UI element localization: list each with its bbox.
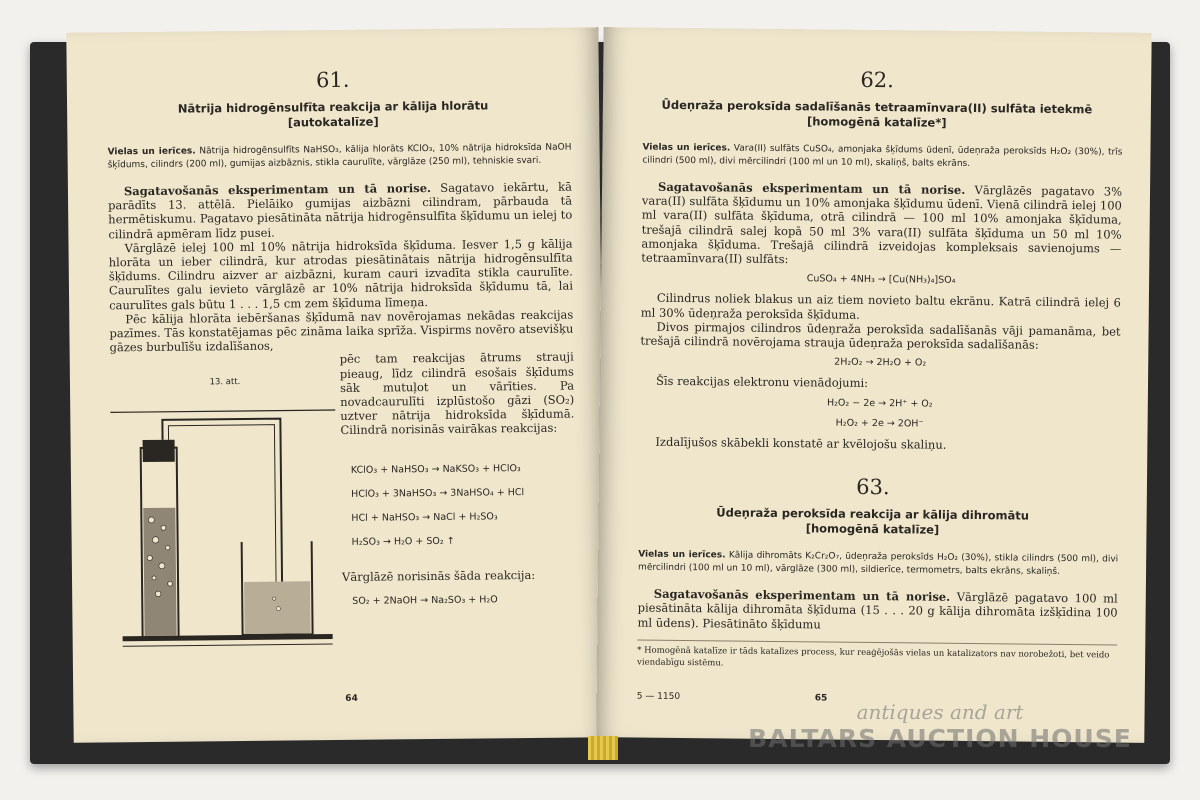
figure xyxy=(110,352,343,652)
body-text xyxy=(108,180,574,355)
materials-label: Vielas un ierīces. xyxy=(107,146,196,158)
experiment-number: 61. xyxy=(315,67,350,93)
subtitle-line: [homogēnā katalīze*] xyxy=(806,114,947,130)
paragraph xyxy=(637,587,1117,635)
paragraph: Vārglāzē ielej 100 ml 10% nātrija hidroksīda šķīduma. Iesver 1,5 g kālija hlorāta un ieber cilindrā, kur atrodas piesātinātais nātrija hidrogēnsulfīta šķīdums. Cilindru aizver ar aizbāzni, kuram cauri izvadīta stikla caurulīte. Caurulītes galu ievieto vārglāzē ar 10% nātrija hidroksīda šķīdumu tā, lai caurulītes gals būtu 1 . . . 1,5 cm zem šķīduma līmeņa. xyxy=(108,236,574,312)
equation: 2H₂O₂ → 2H₂O + O₂ xyxy=(834,356,927,369)
page-number: 64 xyxy=(345,693,358,704)
equation: KClO₃ + NaHSO₃ → NaKSO₃ + HClO₃ xyxy=(350,462,521,476)
paragraph: Cilindrus noliek blakus un aiz tiem novieto baltu ekrānu. Katrā cilindrā ielej 6 ml 30% ūdeņraža peroksīda šķīduma. xyxy=(640,291,1121,322)
title-line: Ūdeņraža peroksīda sadalīšanās tetraamīnvara(II) sulfāta ietekmē xyxy=(661,97,1093,117)
materials-text: Vara(II) sulfāts CuSO₄, amonjaka šķīdums ūdenī, ūdeņraža peroksīds H₂O₂ (30%), trīs cilindri (500 ml), divi mērcilindri (100 ml un 10 ml), skaliņš, balts ekrāns. xyxy=(642,143,1123,169)
subtitle-line: [autokatalīze] xyxy=(287,114,379,130)
printer-signature: 5 — 1150 xyxy=(636,691,681,702)
title-line: Nātrija hidrogēnsulfīta reakcija ar kālija hlorātu xyxy=(177,98,489,116)
experiment-title xyxy=(618,505,1126,540)
paragraph-text: Vārglāzē pagatavo 100 ml piesātināta kālija dihromāta šķīduma (15 . . . 20 g kālija dihromāta izšķīdina 100 ml ūdens). Piesātināto šķīdumu xyxy=(637,590,1118,632)
equation: SO₂ + 2NaOH → Na₂SO₃ + H₂O xyxy=(352,593,498,607)
figure-section xyxy=(70,350,605,612)
paragraph-text: Vārglāzēs pagatavo 3% vara(II) sulfāta šķīdumu un 10% amonjaka šķīdumu ūdenī. Vienā cilindrā ielej 100 ml vara(II) sulfāta šķīduma, otrā cilindrā — 100 ml 10% amonjaka šķīduma, trešajā cilindrā salej kopā 50 ml 3% vara(II) sulfāta šķīduma un 50 ml 10% amonjaka šķīduma. Trešajā cilindrā izveidojas kompleksais savienojums — tetraamīnvara(II) sulfāts: xyxy=(641,183,1123,267)
watermark-line1: antiques and art xyxy=(856,700,1024,724)
experiment-number: 63. xyxy=(856,475,890,500)
paragraph: Pēc kālija hlorāta iebēršanas šķīdumā nav novērojamas nekādas reakcijas pazīmes. Tās konstatējamas pēc zināma laika sprīža. Vispirms novēro atsevišķu gāzes burbulīšu izdalīšanos, xyxy=(109,307,574,355)
paragraph xyxy=(641,180,1122,270)
watermark-line2: BALTARS AUCTION HOUSE xyxy=(748,724,1132,753)
side-column xyxy=(340,350,577,609)
title-line: Ūdeņraža peroksīda reakcija ar kālija dihromātu xyxy=(716,505,1030,523)
binding-thread xyxy=(588,736,618,760)
experiment-title xyxy=(623,97,1131,132)
paragraph-text: Sagatavo iekārtu, kā parādīts 13. attēlā. Pielāiko gumijas aizbāzni cilindram, pārbauda tā hermētiskumu. Pagatavo piesātināta nātrija hidrogēnsulfīta šķīdumu un ielej to cilindrā apmēram līdz pusei. xyxy=(108,179,573,241)
paragraph: Izdalījušos skābekli konstatē ar kvēlojošu skaliņu. xyxy=(655,434,947,452)
paragraph xyxy=(108,180,573,242)
materials xyxy=(107,142,571,173)
section-heading: Sagatavošanās eksperimentam un tā norise. xyxy=(657,179,966,197)
paragraph: Vārglāzē norisinās šāda reakcija: xyxy=(341,568,536,585)
subtitle-line: [homogēnā katalīze] xyxy=(805,521,940,537)
paragraph: Divos pirmajos cilindros ūdeņraža peroksīda sadalīšanās vāji pamanāma, bet trešajā cilindrā novērojama strauja ūdeņraža peroksīda sadalīšanās: xyxy=(640,319,1121,352)
materials xyxy=(642,142,1122,173)
experiment-title xyxy=(87,97,579,132)
apparatus-diagram xyxy=(110,386,343,648)
equation: CuSO₄ + 4NH₃ → [Cu(NH₃)₄]SO₄ xyxy=(806,273,956,287)
equation: HCl + NaHSO₃ → NaCl + H₂SO₃ xyxy=(351,511,498,524)
equation: HClO₃ + 3NaHSO₃ → 3NaHSO₄ + HCl xyxy=(351,486,525,500)
page-number: 65 xyxy=(814,693,828,704)
materials-text: Nātrija hidrogēnsulfīts NaHSO₃, kālija hlorāts KClO₃, 10% nātrija hidroksīda NaOH šķīdums, cilindrs (200 ml), gumijas aizbāznis, stikla caurulīte, vārglāze (250 ml), tehniskie svari. xyxy=(107,142,572,171)
equation: H₂O₂ + 2e → 2OH⁻ xyxy=(835,417,924,430)
figure-label: 13. att. xyxy=(209,377,241,388)
materials-text: Kālija dihromāts K₂Cr₂O₇, ūdeņraža peroksīds H₂O₂ (30%), stikla cilindrs (500 ml), divi mērcilindri (100 ml un 10 ml), vārglāze (300 ml), sildierīce, termometrs, balts ekrāns, skaliņš. xyxy=(638,550,1119,578)
left-page xyxy=(66,27,605,743)
right-page xyxy=(596,27,1151,743)
experiment-number: 62. xyxy=(860,67,895,93)
materials-label: Vielas un ierīces. xyxy=(642,142,731,154)
footnote: * Homogēnā katalīze ir tāds katalīzes process, kur reaģējošās vielas un katalizators nav norobežoti, bet veido viendabīgu sistēmu. xyxy=(637,639,1117,673)
body-text xyxy=(637,587,1117,635)
equation: H₂O₂ − 2e → 2H⁺ + O₂ xyxy=(826,397,933,410)
section-heading: Sagatavošanās eksperimentam un tā norise. xyxy=(653,586,951,605)
materials xyxy=(638,549,1118,580)
materials-label: Vielas un ierīces. xyxy=(638,549,726,561)
equation: H₂SO₃ → H₂O + SO₂ ↑ xyxy=(351,536,455,549)
section-heading: Sagatavošanās eksperimentam un tā norise. xyxy=(123,180,432,199)
paragraph: Šīs reakcijas elektronu vienādojumi: xyxy=(655,374,869,391)
side-text: pēc tam reakcijas ātrums strauji pieaug, līdz cilindrā esošais šķīdums sāk mutuļot un vārīties. Pa novadcaurulīti izplūstošo gāzi (SO₂) uztver nātrija hidroksīda šķīdumā. Cilindrā norisinās vairākas reakcijas: xyxy=(339,349,575,438)
body-text xyxy=(639,180,1122,454)
watermark xyxy=(720,700,1160,753)
